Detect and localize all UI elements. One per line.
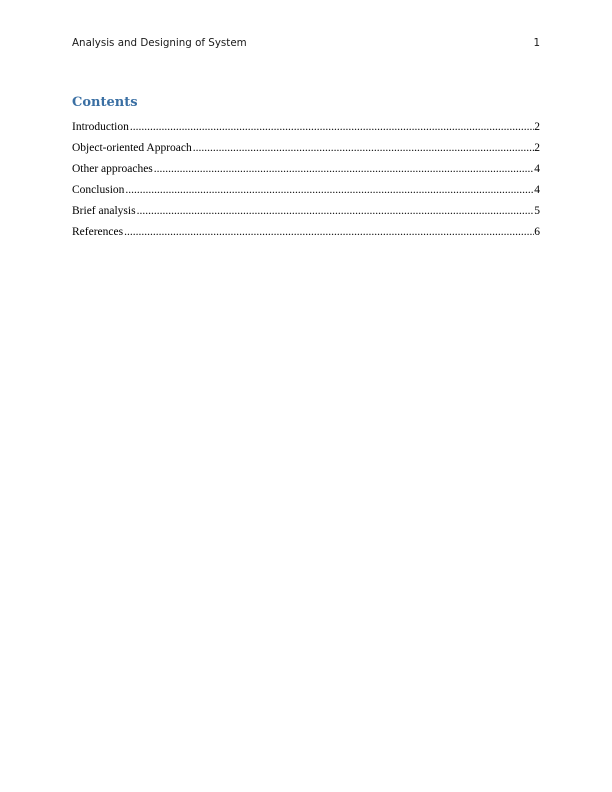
- toc-dot-leader: [130, 119, 534, 135]
- toc-heading: Contents: [72, 95, 138, 110]
- toc-entry-brief-analysis[interactable]: [72, 203, 540, 224]
- toc-entry-conclusion[interactable]: [72, 182, 540, 203]
- toc-entry-page: 6: [534, 226, 540, 238]
- toc-entry-label: Other approaches: [72, 163, 153, 175]
- toc-dot-leader: [125, 182, 534, 198]
- toc-entry-label: Introduction: [72, 121, 129, 133]
- toc-dot-leader: [137, 203, 535, 219]
- table-of-contents: [72, 119, 540, 245]
- toc-entry-label: Conclusion: [72, 184, 125, 196]
- page-header: [72, 37, 540, 51]
- toc-entry-label: Brief analysis: [72, 205, 136, 217]
- header-title: Analysis and Designing of System: [72, 37, 247, 49]
- toc-entry-page: 2: [534, 121, 540, 133]
- toc-entry-label: Object-oriented Approach: [72, 142, 192, 154]
- toc-entry-page: 5: [534, 205, 540, 217]
- toc-entry-object-oriented-approach[interactable]: [72, 140, 540, 161]
- toc-entry-other-approaches[interactable]: [72, 161, 540, 182]
- toc-entry-introduction[interactable]: [72, 119, 540, 140]
- toc-dot-leader: [193, 140, 535, 156]
- toc-dot-leader: [124, 224, 534, 240]
- toc-entry-label: References: [72, 226, 124, 238]
- header-page-number: 1: [533, 37, 540, 49]
- toc-entry-page: 4: [534, 163, 540, 175]
- toc-entry-references[interactable]: [72, 224, 540, 245]
- toc-dot-leader: [154, 161, 534, 177]
- toc-entry-page: 4: [534, 184, 540, 196]
- toc-entry-page: 2: [534, 142, 540, 154]
